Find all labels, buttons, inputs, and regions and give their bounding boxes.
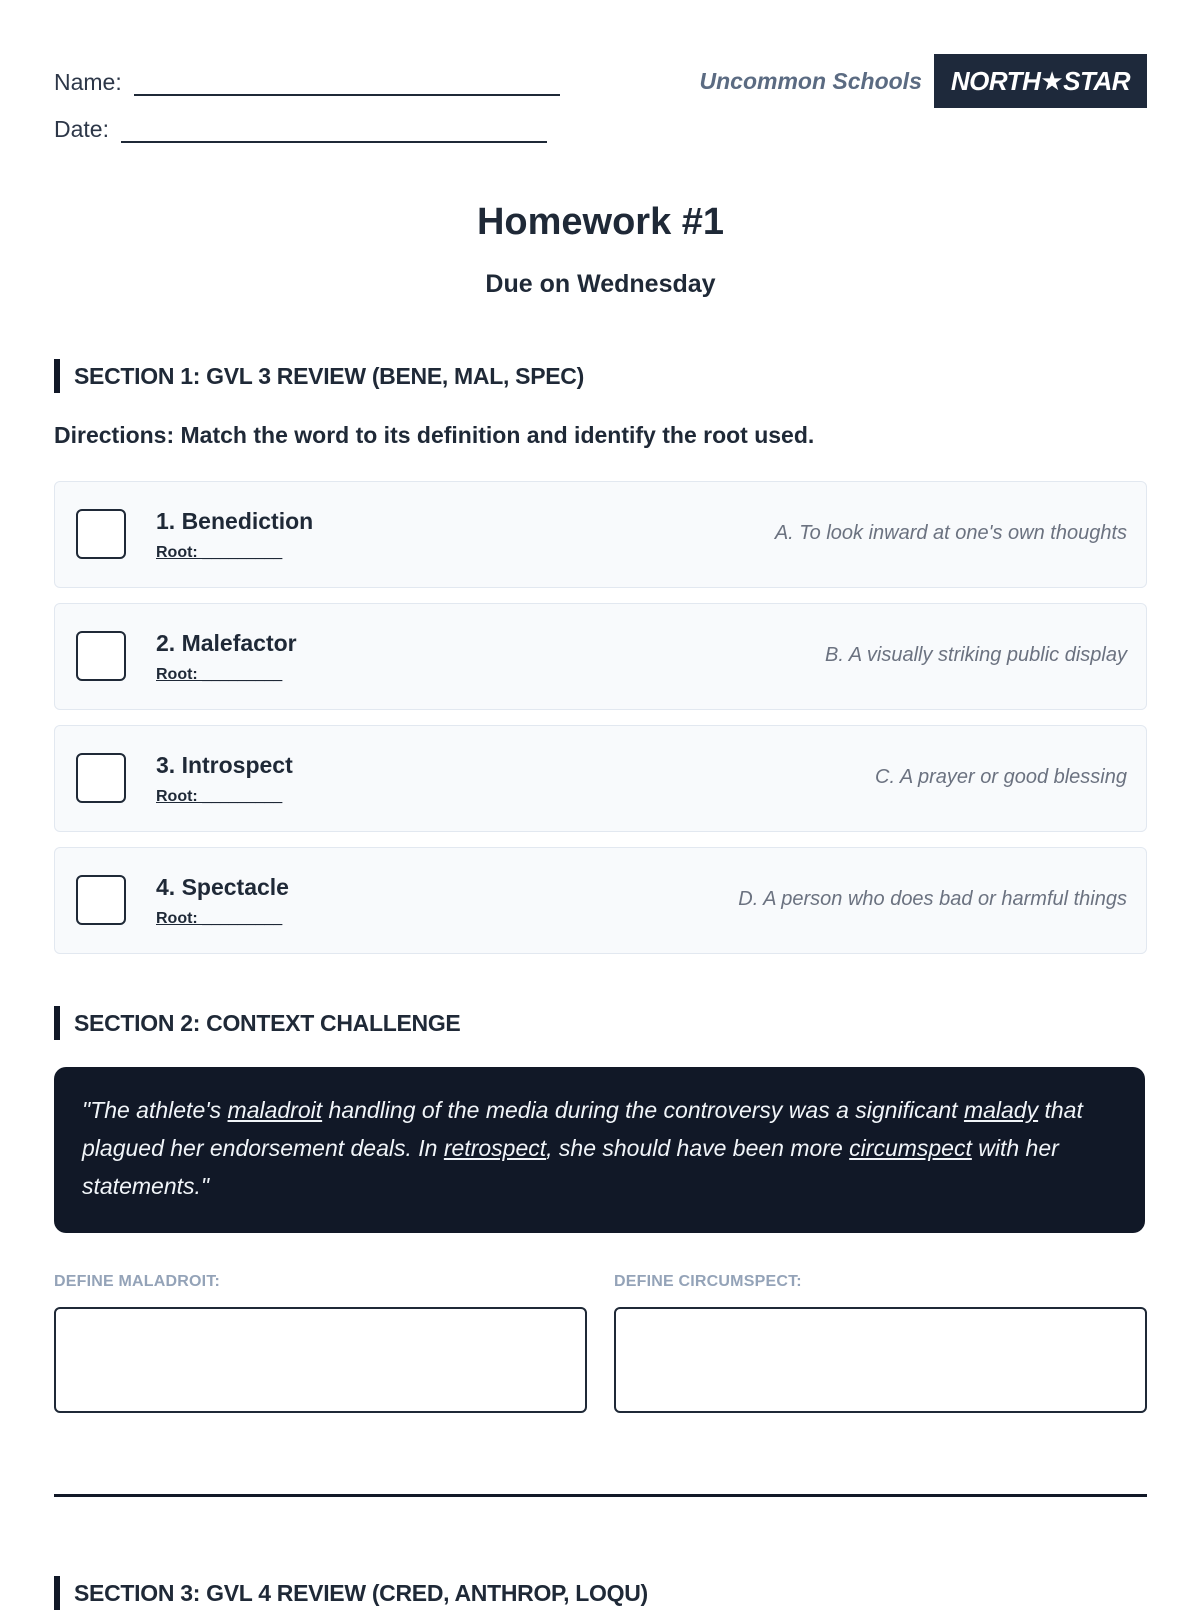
north-star-logo: NORTH★STAR: [934, 54, 1147, 108]
define-circumspect-label: DEFINE CIRCUMSPECT:: [614, 1273, 802, 1290]
section-3-heading: SECTION 3: GVL 4 REVIEW (CRED, ANTHROP, LOQU): [54, 1576, 648, 1610]
worksheet-page: [54, 0, 1147, 1606]
quote-vocab-word: retrospect: [443, 1135, 547, 1161]
match-definition: C. A prayer or good blessing: [875, 766, 1127, 788]
date-field: [54, 113, 547, 143]
page-subtitle: Due on Wednesday: [485, 270, 716, 298]
section-2-heading: SECTION 2: CONTEXT CHALLENGE: [54, 1006, 460, 1040]
define-maladroit-box[interactable]: [54, 1307, 587, 1413]
quote-text: that plagued her endorsement deals. In: [82, 1097, 1083, 1161]
match-word: 2. Malefactor: [156, 630, 297, 656]
match-word: 3. Introspect: [156, 752, 293, 778]
section-1-heading: SECTION 1: GVL 3 REVIEW (BENE, MAL, SPEC): [54, 359, 584, 393]
quote-vocab-word: circumspect: [849, 1135, 972, 1161]
section-divider: [54, 1494, 1147, 1497]
match-row: [54, 725, 1147, 832]
date-blank-line[interactable]: [121, 113, 547, 143]
match-row: [54, 603, 1147, 710]
answer-box[interactable]: [76, 875, 126, 925]
page-title: Homework #1: [476, 201, 725, 243]
quote-text: with her statements.": [82, 1135, 1059, 1199]
name-field: [54, 66, 560, 96]
header: [54, 54, 1147, 154]
root-blank: Root: _________: [156, 788, 283, 805]
name-blank-line[interactable]: [134, 66, 560, 96]
match-definition: B. A visually striking public display: [825, 644, 1127, 666]
context-quote: [54, 1067, 1145, 1233]
brand-text: Uncommon Schools: [699, 67, 922, 94]
quote-text: "The athlete's: [82, 1097, 228, 1123]
answer-box[interactable]: [76, 753, 126, 803]
quote-text: , she should have been more: [546, 1135, 850, 1161]
match-definition: A. To look inward at one's own thoughts: [774, 522, 1127, 544]
define-maladroit-label: DEFINE MALADROIT:: [54, 1273, 221, 1290]
quote-text: handling of the media during the controversy was a significant: [322, 1097, 964, 1123]
brand: [700, 54, 1147, 108]
answer-box[interactable]: [76, 509, 126, 559]
match-row: [54, 481, 1147, 588]
match-word: 1. Benediction: [156, 508, 314, 534]
quote-vocab-word: malady: [963, 1097, 1039, 1123]
answer-box[interactable]: [76, 631, 126, 681]
define-circumspect-box[interactable]: [614, 1307, 1147, 1413]
match-word: 4. Spectacle: [156, 874, 289, 900]
name-label: Name:: [54, 69, 122, 95]
section-1-directions: Directions: Match the word to its definition and identify the root used.: [54, 422, 815, 448]
quote-vocab-word: maladroit: [227, 1097, 323, 1123]
match-row: [54, 847, 1147, 954]
date-label: Date:: [54, 116, 109, 142]
root-blank: Root: _________: [156, 910, 283, 927]
root-blank: Root: _________: [156, 544, 283, 561]
root-blank: Root: _________: [156, 666, 283, 683]
match-definition: D. A person who does bad or harmful things: [738, 888, 1127, 910]
